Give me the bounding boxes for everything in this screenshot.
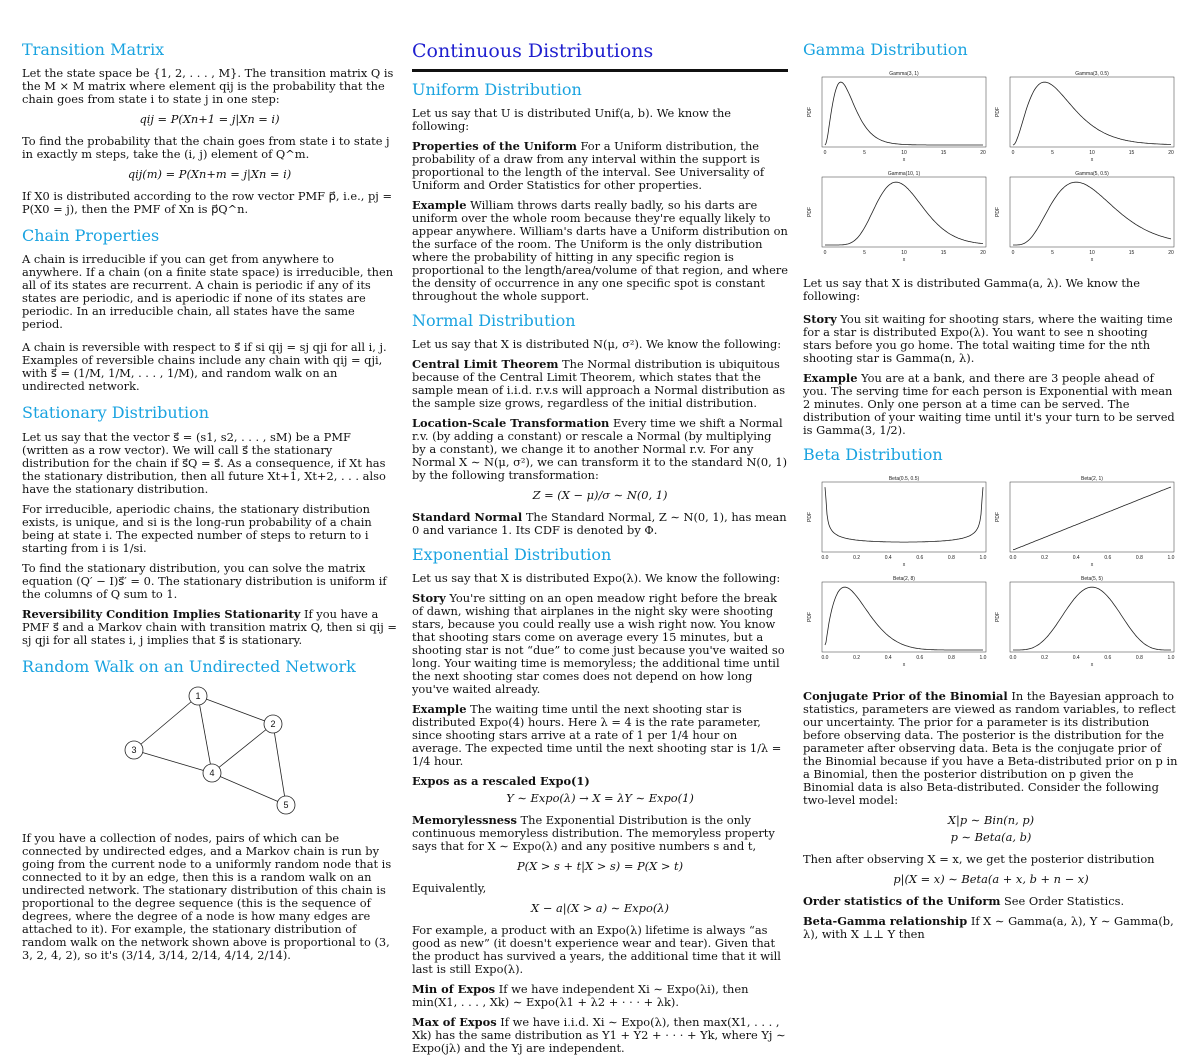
tm-paragraph-2: To find the probability that the chain goes from state i to state j in exactly m steps, take the (i, j) element of Q^m. <box>22 134 390 162</box>
exp-paragraph-4 <box>412 775 788 788</box>
tm-equation-2: qij(m) = P(Xn+m = j|Xn = i) <box>127 167 292 182</box>
gam-paragraph-1: Let us say that X is distributed Gamma(a, λ). We know the following: <box>803 276 1140 304</box>
x-axis-label: x <box>902 562 906 569</box>
edge-2-5 <box>273 724 286 805</box>
transition-matrix-title: Transition Matrix <box>22 40 165 59</box>
pdf-curve <box>1013 182 1171 245</box>
beta-plot-4 <box>991 572 1179 672</box>
cp-paragraph-2: A chain is reversible with respect to s⃗ if si qij = sj qji for all i, j. Examples of reversible chains include any chain with qij = qji, with s⃗ = (1/M, 1/M, . . . , 1/M), and random walk on an undirected network. <box>22 340 387 394</box>
x-tick-label: 0 <box>823 250 827 257</box>
norm-paragraph-1: Let us say that X is distributed N(μ, σ²). We know the following: <box>412 337 782 352</box>
sd-paragraph-1: Let us say that the vector s⃗ = (s1, s2, . . . , sM) be a PMF (written as a row vector). We will call s⃗ the stationary distribution for the chain if s⃗Q = s⃗. As a consequence, if Xt has the stationary distribution, then all future Xt+1, Xt+2, . . . also have the stationary distribution. <box>22 429 386 496</box>
x-tick-label: 0.6 <box>1104 555 1112 562</box>
tm-paragraph-3: If X0 is distributed according to the row vector PMF p⃗, i.e., pj = P(X0 = j), then the PMF of Xn is p⃗Q^n. <box>22 189 393 217</box>
x-tick-label: 0.2 <box>1041 555 1049 562</box>
x-tick-label: 15 <box>1128 250 1135 257</box>
exp-p3-body: The waiting time until the next shooting star is distributed Expo(4) hours. Here λ = 4 is the rate parameter, since shooting stars arrive at a rate of 1 per 1/4 hour on average. The expected time until the next shooting star is 1/λ = 1/4 hour. <box>412 702 782 769</box>
x-axis-label: x <box>1090 257 1094 264</box>
beta-paragraph-1 <box>803 690 1179 807</box>
y-axis-label: PDF <box>807 107 813 118</box>
node-label-5: 5 <box>283 799 289 810</box>
sd-paragraph-3: To find the stationary distribution, you can solve the matrix equation (Q′ − I)s⃗′ = 0. The stationary distribution is uniform if the columns of Q sum to 1. <box>22 560 387 601</box>
norm-paragraph-3 <box>412 417 788 482</box>
x-tick-label: 0.8 <box>947 555 955 562</box>
x-tick-label: 10 <box>901 250 907 257</box>
gamma-plot-1 <box>803 67 991 167</box>
x-tick-label: 0.2 <box>853 555 861 562</box>
exp-paragraph-3 <box>412 703 788 768</box>
uni-paragraph-1: Let us say that U is distributed Unif(a, b). We know the following: <box>412 105 732 133</box>
y-axis-label: PDF <box>807 612 813 623</box>
node-label-1: 1 <box>195 690 201 701</box>
beta-plots-grid <box>803 472 1179 672</box>
norm-paragraph-4 <box>412 511 788 537</box>
x-tick-label: 0.0 <box>1009 655 1017 662</box>
chain-properties-title: Chain Properties <box>22 226 160 246</box>
sd-paragraph-4 <box>22 608 397 647</box>
exp-paragraph-1: Let us say that X is distributed Expo(λ). We know the following: <box>412 571 781 586</box>
x-tick-label: 5 <box>863 250 866 257</box>
pdf-curve <box>825 487 983 542</box>
rw-paragraph-1: If you have a collection of nodes, pairs of which can be connected by undirected edges, and a Markov chain is run by going from the current node to a uniformly random node that is connected to it by an edge, then this is a random walk on an undirected network. The stationary distribution of this chain is proportional to the degree sequence (this is the sequence of degrees, where the degree of a node is how many edges are attached to it). For example, the stationary distribution of random walk on the network shown above is proportional to (3, 3, 2, 4, 2), so it's (3/14, 3/14, 2/14, 4/14, 2/14). <box>22 830 392 962</box>
tm-equation-1: qij = P(Xn+1 = j|Xn = i) <box>139 112 280 127</box>
exp-paragraph-5 <box>412 814 788 853</box>
plot-frame <box>822 482 986 552</box>
exp-equation-3: X − a|(X > a) ∼ Expo(λ) <box>531 901 669 916</box>
plot-frame <box>1010 582 1174 652</box>
gam-p3-head: Example <box>803 371 858 386</box>
x-tick-label: 0.6 <box>916 555 924 562</box>
beta-equation-1: X|p ∼ Bin(n, p) <box>947 813 1035 828</box>
beta-p3-head: Order statistics of the Uniform <box>803 894 1001 909</box>
x-tick-label: 0.8 <box>947 655 955 662</box>
x-tick-label: 0.4 <box>884 555 892 562</box>
exp-p8-head: Min of Expos <box>412 982 496 997</box>
norm-p3-body: Every time we shift a Normal r.v. (by adding a constant) or rescale a Normal (by multiplying by a constant), we change it to another Normal r.v. For any Normal X ∼ N(μ, σ²), we can transform it to the standard N(0, 1) by the following transformation: <box>412 416 788 483</box>
exp-p3-head: Example <box>412 702 467 717</box>
uni-p3-head: Example <box>412 197 467 212</box>
x-axis-label: x <box>1090 157 1094 164</box>
x-axis-label: x <box>1090 662 1094 669</box>
beta-p4-body: If X ∼ Gamma(a, λ), Y ∼ Gamma(b, λ), with X ⊥⊥ Y then <box>803 914 1174 942</box>
beta-plot-1 <box>803 472 991 572</box>
continuous-distributions-title: Continuous Distributions <box>412 40 654 62</box>
norm-p2-body: The Normal distribution is ubiquitous because of the Central Limit Theorem, which states that the sample mean of i.i.d. r.v.s will approach a Normal distribution as the sample size grows, regardless of the initial distribution. <box>412 357 786 411</box>
pdf-curve <box>825 587 983 650</box>
plot-title: Beta(0.5, 0.5) <box>888 476 920 483</box>
edge-3-4 <box>134 750 212 773</box>
gam-p3-body: You are at a bank, and there are 3 people ahead of you. The serving time for each person is Exponential with mean 2 minutes. Only one person at a time can be served. The distribution of your waiting time until it's your turn to be served is Gamma(3, 1/2). <box>803 371 1175 438</box>
plot-title: Gamma(3, 0.5) <box>1075 71 1109 78</box>
exp-p8-body: If we have independent Xi ∼ Expo(λi), then min(X1, . . . , Xk) ∼ Expo(λ1 + λ2 + · · · + λk). <box>412 982 749 1010</box>
plot-frame <box>1010 177 1174 247</box>
uni-p3-body: William throws darts really badly, so his darts are uniform over the whole room because they're equally likely to appear anywhere. William's darts have a Uniform distribution on the surface of the room. The Uniform is the only distribution where the probability of hitting in any specific region is proportional to the length/area/volume of that region, and where the density of occurrence in any one specific spot is constant throughout the whole support. <box>412 197 788 303</box>
beta-paragraph-4 <box>803 915 1179 941</box>
x-tick-label: 1.0 <box>1167 555 1175 562</box>
plot-title: Gamma(3, 1) <box>889 71 919 78</box>
normal-title: Normal Distribution <box>412 310 576 330</box>
node-label-2: 2 <box>270 718 276 729</box>
plot-frame <box>1010 77 1174 147</box>
pdf-curve <box>1013 82 1171 145</box>
exp-paragraph-2 <box>412 592 788 696</box>
gam-paragraph-2 <box>803 313 1179 365</box>
exp-paragraph-8 <box>412 983 788 1009</box>
x-axis-label: x <box>902 257 906 264</box>
cp-paragraph-1: A chain is irreducible if you can get from anywhere to anywhere. If a chain (on a finite state space) is irreducible, then all of its states are recurrent. A chain is periodic if any of its states are periodic, and is aperiodic if none of its states are periodic. In an irreducible chain, all states have the same period. <box>22 252 394 332</box>
exp-p4-head: Expos as a rescaled Expo(1) <box>412 774 590 789</box>
beta-paragraph-2: Then after observing X = x, we get the posterior distribution <box>803 852 1155 867</box>
x-tick-label: 10 <box>1089 250 1095 257</box>
x-tick-label: 0.2 <box>1041 655 1049 662</box>
x-tick-label: 20 <box>1168 250 1174 257</box>
beta-equation-2: p ∼ Beta(a, b) <box>950 830 1032 845</box>
x-tick-label: 0 <box>823 150 827 157</box>
x-tick-label: 0 <box>1011 150 1015 157</box>
exp-p9-body: If we have i.i.d. Xi ∼ Expo(λ), then max(X1, . . . , Xk) has the same distribution as Y1 + Y2 + · · · + Yk, where Yj ∼ Expo(jλ) and the Yj are independent. <box>412 1015 786 1056</box>
plot-title: Beta(2, 8) <box>893 576 915 583</box>
x-tick-label: 5 <box>863 150 866 157</box>
x-tick-label: 15 <box>940 150 947 157</box>
exp-paragraph-9 <box>412 1016 788 1055</box>
x-axis-label: x <box>902 157 906 164</box>
norm-paragraph-2 <box>412 358 788 410</box>
uni-p2-body: For a Uniform distribution, the probability of a draw from any interval within the support is proportional to the length of the interval. See Universality of Uniform and Order Statistics for other properties. <box>412 138 765 192</box>
x-tick-label: 0.4 <box>884 655 892 662</box>
beta-p1-head: Conjugate Prior of the Binomial <box>803 689 1008 704</box>
x-tick-label: 5 <box>1051 150 1054 157</box>
beta-plot-3 <box>803 572 991 672</box>
beta-p4-head: Beta-Gamma relationship <box>803 914 968 929</box>
y-axis-label: PDF <box>807 207 813 218</box>
plot-title: Gamma(5, 0.5) <box>1075 171 1109 178</box>
x-tick-label: 5 <box>1051 250 1054 257</box>
plot-frame <box>822 582 986 652</box>
gamma-plot-3 <box>803 167 991 267</box>
exp-equation-2: P(X > s + t|X > s) = P(X > t) <box>516 859 684 874</box>
x-axis-label: x <box>1090 562 1094 569</box>
gamma-plots-grid <box>803 67 1179 267</box>
x-tick-label: 0.8 <box>1135 555 1143 562</box>
x-tick-label: 20 <box>1168 150 1174 157</box>
gam-p2-head: Story <box>803 312 837 327</box>
x-tick-label: 0 <box>1011 250 1015 257</box>
beta-paragraph-3 <box>803 895 1179 908</box>
x-tick-label: 0.2 <box>853 655 861 662</box>
x-tick-label: 1.0 <box>979 655 987 662</box>
x-tick-label: 0.0 <box>1009 555 1017 562</box>
norm-p2-head: Central Limit Theorem <box>412 357 559 372</box>
pdf-curve <box>825 182 983 245</box>
x-tick-label: 0.4 <box>1072 655 1080 662</box>
exp-paragraph-6: Equivalently, <box>412 881 487 896</box>
exp-p5-body: The Exponential Distribution is the only continuous memoryless distribution. The memoryless property says that for X ∼ Expo(λ) and any positive numbers s and t, <box>412 813 775 854</box>
gamma-plot-2 <box>991 67 1179 167</box>
node-label-4: 4 <box>209 767 215 778</box>
network-graph <box>22 684 397 824</box>
x-tick-label: 0.8 <box>1135 655 1143 662</box>
x-tick-label: 0.6 <box>916 655 924 662</box>
beta-p1-body: In the Bayesian approach to statistics, parameters are viewed as random variables, to reflect our uncertainty. The prior for a parameter is its distribution before observing data. The posterior is the distribution for the parameter after observing data. Beta is the conjugate prior of the Binomial because if you have a Beta-distributed prior on p in a Binomial, then the posterior distribution on p given the Binomial data is also Beta-distributed. Consider the following two-level model: <box>803 689 1178 808</box>
x-tick-label: 20 <box>980 250 986 257</box>
norm-p4-body: The Standard Normal, Z ∼ N(0, 1), has mean 0 and variance 1. Its CDF is denoted by Φ. <box>412 510 787 538</box>
y-axis-label: PDF <box>995 107 1001 118</box>
y-axis-label: PDF <box>807 512 813 523</box>
gamma-plot-4 <box>991 167 1179 267</box>
x-tick-label: 0.4 <box>1072 555 1080 562</box>
beta-p3-body: See Order Statistics. <box>1004 894 1125 909</box>
edge-4-5 <box>212 773 286 805</box>
plot-title: Gamma(10, 1) <box>887 171 921 178</box>
exponential-title: Exponential Distribution <box>412 545 612 565</box>
x-tick-label: 20 <box>980 150 986 157</box>
beta-title: Beta Distribution <box>803 445 943 465</box>
uniform-title: Uniform Distribution <box>412 79 582 99</box>
exp-p2-head: Story <box>412 591 446 606</box>
norm-equation: Z = (X − μ)/σ ∼ N(0, 1) <box>532 488 668 503</box>
x-tick-label: 0.0 <box>821 655 829 662</box>
y-axis-label: PDF <box>995 612 1001 623</box>
plot-frame <box>822 177 986 247</box>
edge-1-4 <box>198 696 212 773</box>
uni-p2-head: Properties of the Uniform <box>412 138 577 153</box>
exp-p9-head: Max of Expos <box>412 1015 497 1030</box>
y-axis-label: PDF <box>995 207 1001 218</box>
exp-p5-head: Memorylessness <box>412 813 517 828</box>
sd-paragraph-2: For irreducible, aperiodic chains, the stationary distribution exists, is unique, and si is the long-run probability of a chain being at state i. The expected number of steps to return to i starting from i is 1/si. <box>22 501 372 555</box>
gam-p2-body: You sit waiting for shooting stars, where the waiting time for a star is distributed Expo(λ). You want to see n shooting stars before you go home. The total waiting time for the nth shooting star is Gamma(n, λ). <box>803 312 1173 366</box>
x-tick-label: 1.0 <box>1167 655 1175 662</box>
norm-p4-head: Standard Normal <box>412 510 523 525</box>
edge-1-2 <box>198 696 273 724</box>
norm-p3-head: Location-Scale Transformation <box>412 416 610 431</box>
plot-title: Beta(2, 1) <box>1081 476 1103 483</box>
x-tick-label: 0.0 <box>821 555 829 562</box>
tm-paragraph-1: Let the state space be {1, 2, . . . , M}. The transition matrix Q is the M × M matrix where element qij is the probability that the chain goes from state i to state j in one step: <box>22 66 394 107</box>
x-axis-label: x <box>902 662 906 669</box>
beta-equation-3: p|(X = x) ∼ Beta(a + x, b + n − x) <box>893 872 1089 887</box>
node-label-3: 3 <box>131 744 137 755</box>
sd-p4-head: Reversibility Condition Implies Stationarity <box>22 606 301 621</box>
x-tick-label: 1.0 <box>979 555 987 562</box>
pdf-curve <box>1013 587 1171 650</box>
plot-title: Beta(5, 5) <box>1081 576 1103 583</box>
title-rule <box>412 69 788 72</box>
pdf-curve <box>825 82 983 145</box>
exp-equation-1: Y ∼ Expo(λ) → X = λY ∼ Expo(1) <box>506 791 694 806</box>
column-3 <box>803 40 1179 948</box>
edge-1-3 <box>134 696 198 750</box>
sd-p4-body: If you have a PMF s⃗ and a Markov chain with transition matrix Q, then si qij = sj qji for all states i, j implies that s⃗ is stationary. <box>22 606 397 647</box>
x-tick-label: 10 <box>901 150 907 157</box>
exp-paragraph-7: For example, a product with an Expo(λ) lifetime is always “as good as new” (it doesn't experience wear and tear). Given that the product has survived a years, the additional time that it will last is still Expo(λ). <box>412 923 781 977</box>
random-walk-title: Random Walk on an Undirected Network <box>22 656 356 676</box>
edge-2-4 <box>212 724 273 773</box>
beta-plot-2 <box>991 472 1179 572</box>
column-2 <box>412 40 788 1062</box>
x-tick-label: 15 <box>940 250 947 257</box>
x-tick-label: 15 <box>1128 150 1135 157</box>
plot-frame <box>822 77 986 147</box>
column-1 <box>22 40 397 969</box>
x-tick-label: 10 <box>1089 150 1095 157</box>
gamma-title: Gamma Distribution <box>803 40 968 59</box>
exp-p2-body: You're sitting on an open meadow right before the break of dawn, wishing that airplanes in the night sky were shooting stars, because you could really use a wish right now. You know that shooting stars come on average every 15 minutes, but a shooting star is not “due” to come just because you've waited so long. Your waiting time is memoryless; the additional time until the next shooting star comes does not depend on how long you've waited already. <box>412 591 785 697</box>
y-axis-label: PDF <box>995 512 1001 523</box>
pdf-curve <box>1013 487 1171 550</box>
stationary-distribution-title: Stationary Distribution <box>22 403 210 423</box>
uni-paragraph-3 <box>412 199 788 303</box>
x-tick-label: 0.6 <box>1104 655 1112 662</box>
uni-paragraph-2 <box>412 140 788 192</box>
gam-paragraph-3 <box>803 372 1179 437</box>
